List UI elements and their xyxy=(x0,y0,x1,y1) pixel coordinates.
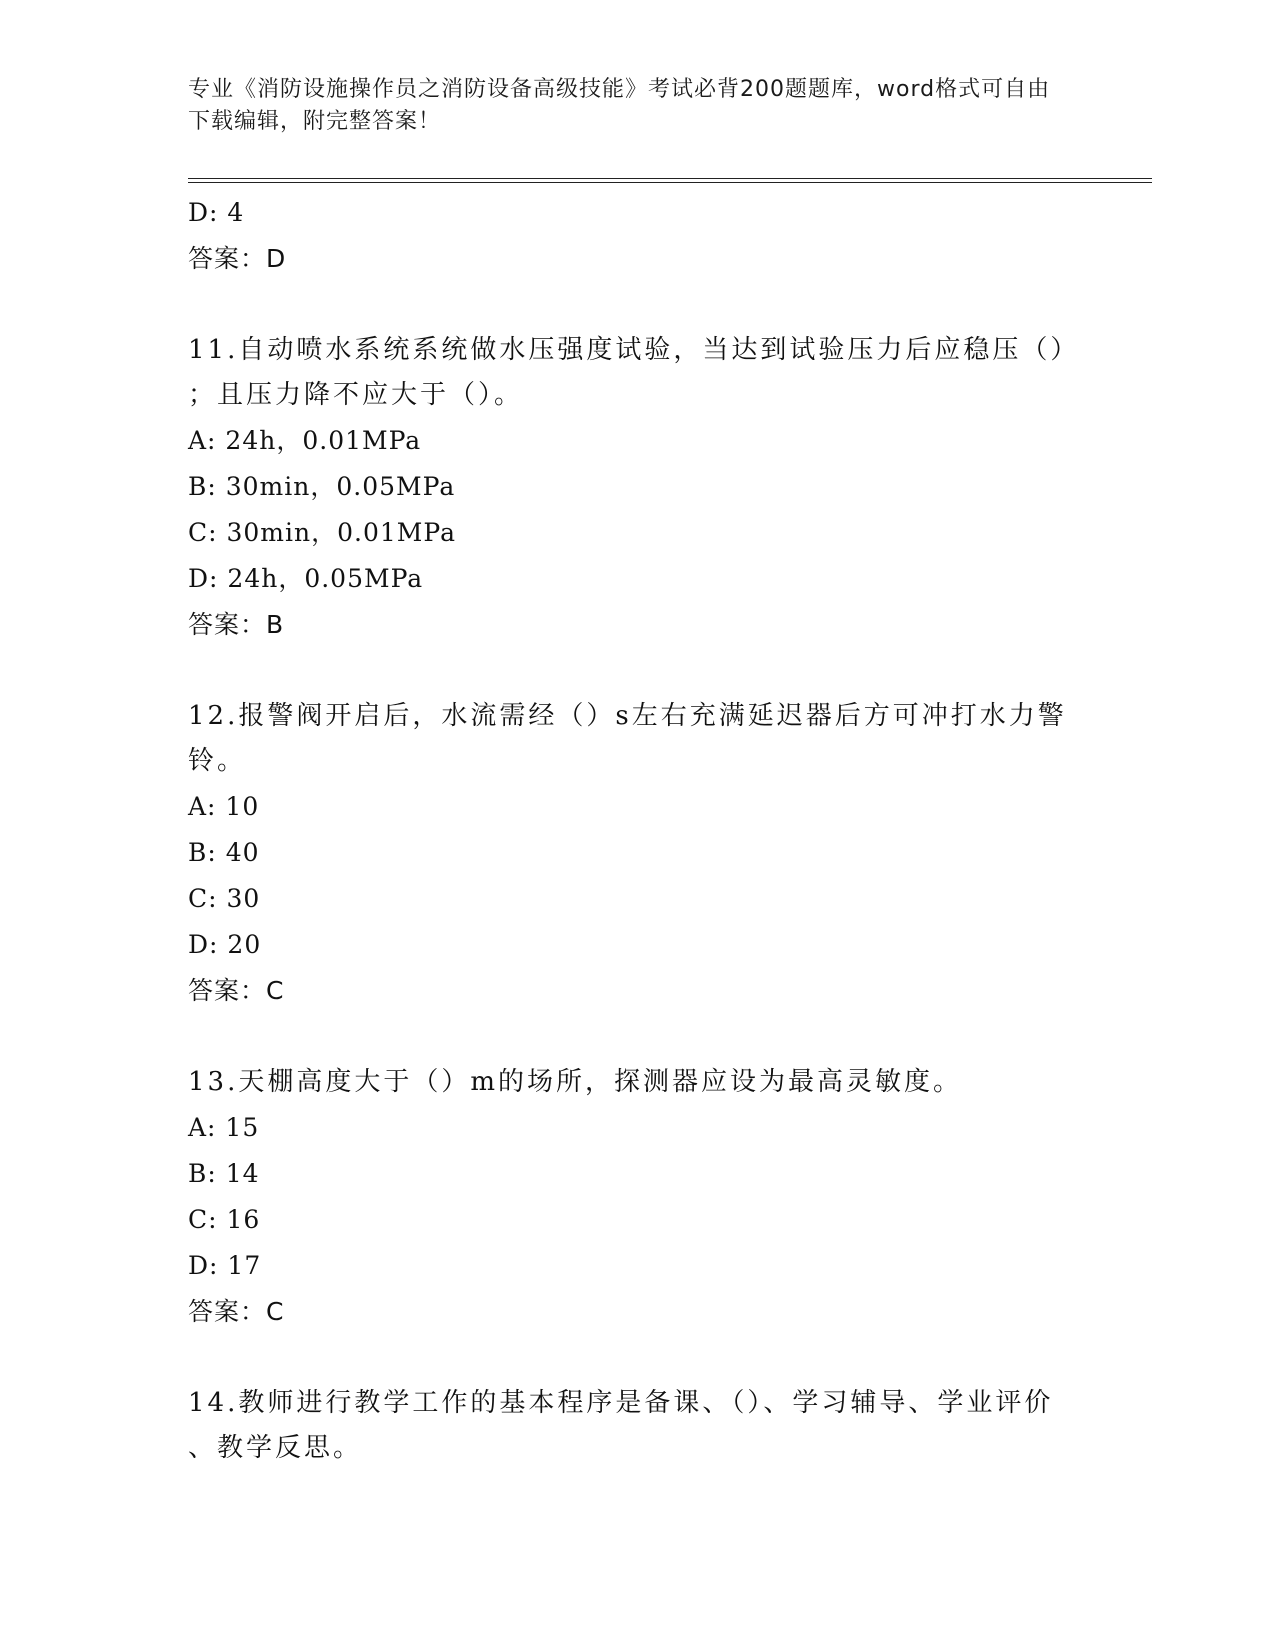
question-stem-line: 12.报警阀开启后，水流需经（）s左右充满延迟器后方可冲打水力警 xyxy=(188,701,1067,731)
option-a: A: 10 xyxy=(188,792,260,821)
option-b: B: 14 xyxy=(188,1159,260,1188)
option-a: A: 24h，0.01MPa xyxy=(188,426,422,455)
spacer xyxy=(188,282,1088,328)
question-12 xyxy=(188,694,1088,1014)
question-stem-line: 铃。 xyxy=(188,746,247,776)
option-a: A: 15 xyxy=(188,1113,260,1142)
option-c: C: 16 xyxy=(188,1205,261,1234)
answer: 答案：B xyxy=(188,610,285,639)
document-header xyxy=(188,74,1068,138)
question-stem-line: 、教学反思。 xyxy=(188,1433,363,1463)
answer: 答案：C xyxy=(188,1297,285,1326)
question-stem xyxy=(188,1381,1088,1471)
document-body xyxy=(188,190,1088,1471)
question-13 xyxy=(188,1060,1088,1335)
spacer xyxy=(188,1014,1088,1060)
question-stem-line: ；且压力降不应大于（）。 xyxy=(188,380,524,410)
option-d: D: 24h，0.05MPa xyxy=(188,564,424,593)
option-d: D: 17 xyxy=(188,1251,262,1280)
option-b: B: 30min，0.05MPa xyxy=(188,472,456,501)
option-d: D: 4 xyxy=(188,198,245,227)
question-stem xyxy=(188,694,1088,784)
option-c: C: 30 xyxy=(188,884,261,913)
option-c: C: 30min，0.01MPa xyxy=(188,518,456,547)
question-stem-line: 14.教师进行教学工作的基本程序是备课、（）、学习辅导、学业评价 xyxy=(188,1388,1054,1418)
header-title: 专业《消防设施操作员之消防设备高级技能》考试必背200题题库，word格式可自由下载编辑，附完整答案！ xyxy=(188,77,1051,134)
answer: 答案：D xyxy=(188,244,287,273)
question-14 xyxy=(188,1381,1088,1471)
header-divider xyxy=(188,178,1152,183)
spacer xyxy=(188,648,1088,694)
question-stem xyxy=(188,328,1088,418)
answer: 答案：C xyxy=(188,976,285,1005)
question-stem xyxy=(188,1060,1088,1105)
question-stem-line: 11.自动喷水系统系统做水压强度试验，当达到试验压力后应稳压（） xyxy=(188,335,1080,365)
option-b: B: 40 xyxy=(188,838,260,867)
question-stem-line: 13.天棚高度大于（）m的场所，探测器应设为最高灵敏度。 xyxy=(188,1067,963,1097)
spacer xyxy=(188,1335,1088,1381)
question-11 xyxy=(188,328,1088,648)
option-d: D: 20 xyxy=(188,930,262,959)
